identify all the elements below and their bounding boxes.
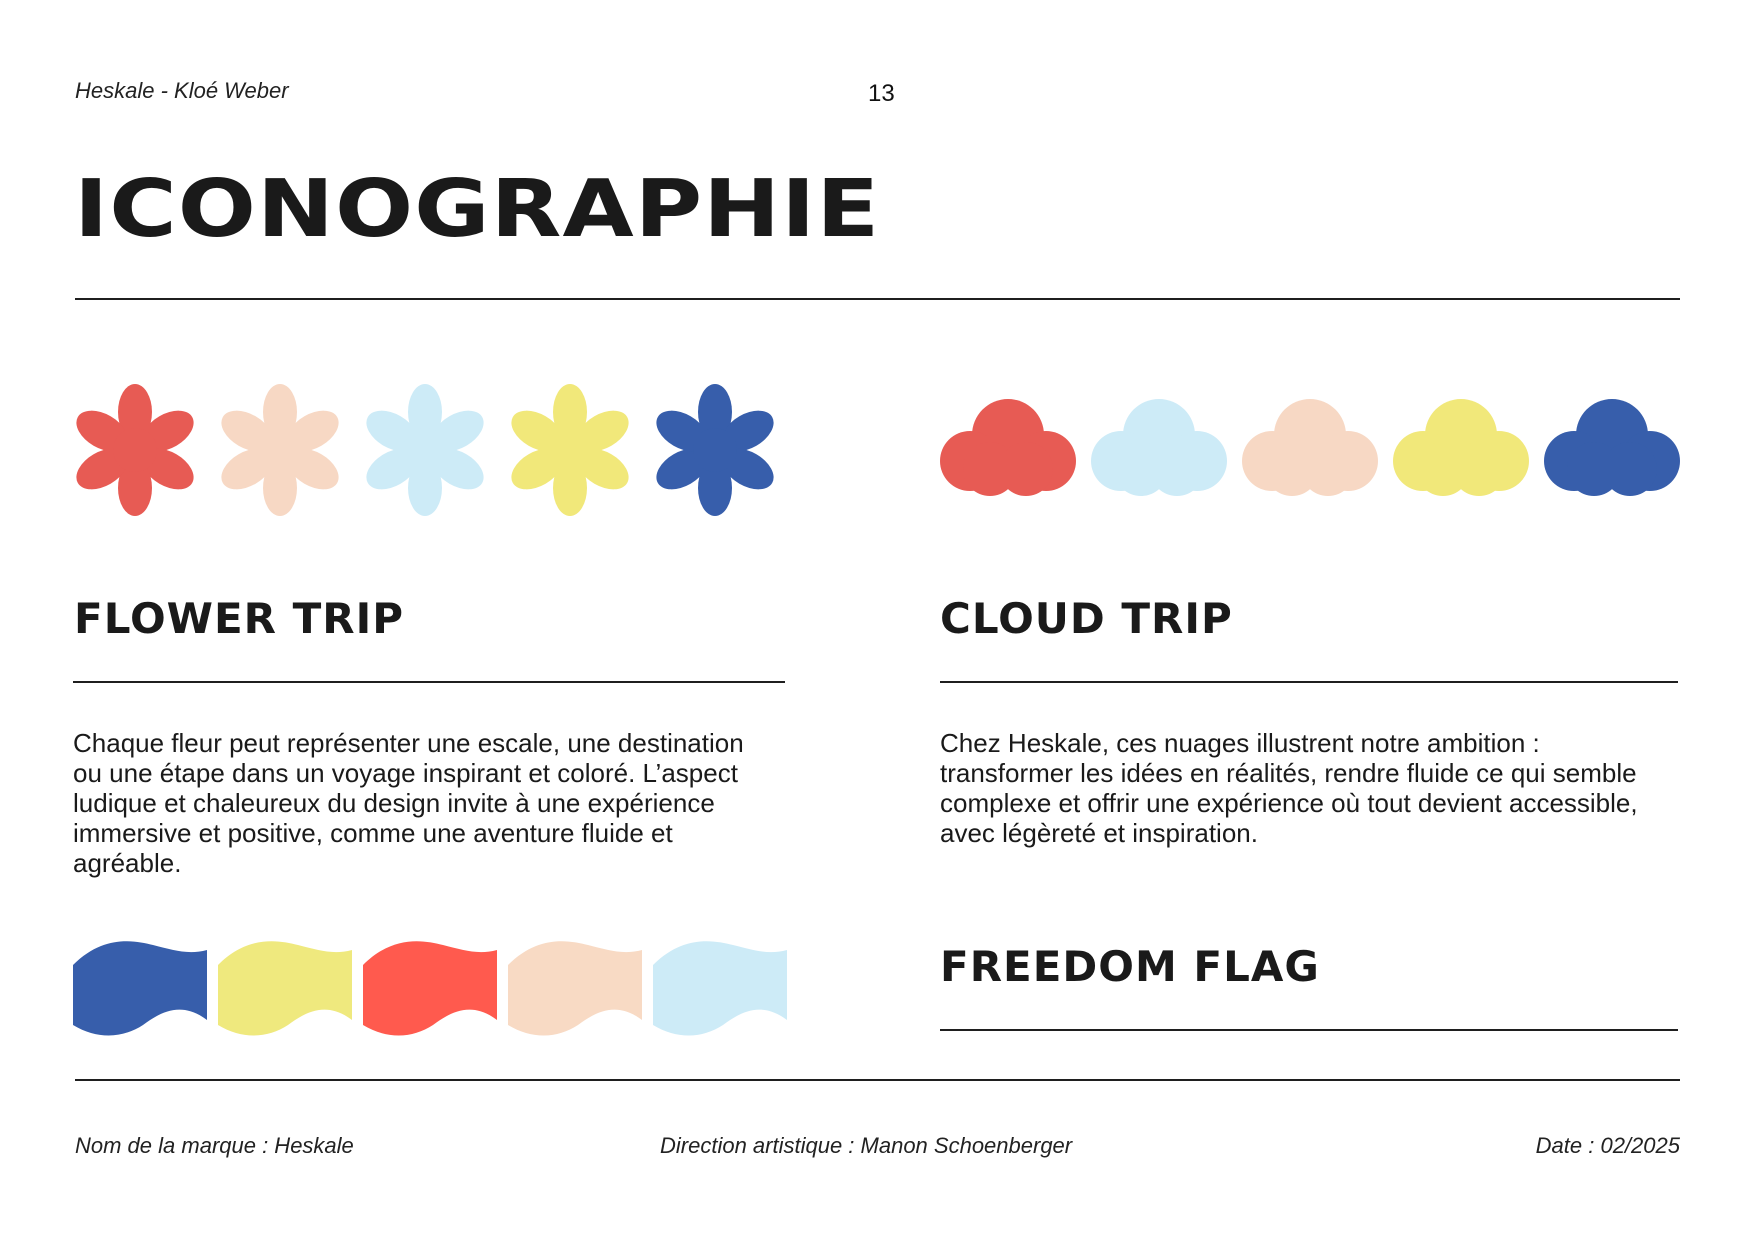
flag-icon-lightblue [653, 941, 787, 1035]
cloud-icon-red [940, 399, 1076, 496]
cloud-trip-title: CLOUD TRIP [940, 594, 1233, 643]
page-number: 13 [868, 80, 895, 107]
cloud-icon-peach [1242, 399, 1378, 496]
cloud-icon-yellow [1393, 399, 1529, 496]
cloud-icon-blue [1544, 399, 1680, 496]
header-author: Heskale - Kloé Weber [75, 78, 289, 103]
cloud-trip-text: Chez Heskale, ces nuages illustrent notre ambition : transformer les idées en réalités, rendre fluide ce qui semble complexe et offrir une expérience où tout devient accessible, avec légèreté et inspiration. [940, 728, 1638, 848]
title-divider [75, 298, 1680, 300]
flower-icon-yellow [504, 384, 635, 516]
freedom-flag-divider [940, 1029, 1678, 1031]
flag-icon-yellow [218, 941, 352, 1035]
flower-trip-text: Chaque fleur peut représenter une escale, une destination ou une étape dans un voyage inspirant et coloré. L’aspect ludique et chaleureux du design invite à une expérience immersive et positive, comme une aventure fluide et agréable. [73, 728, 744, 878]
flower-icon-red [69, 384, 200, 516]
footer-brand: Nom de la marque : Heskale [75, 1133, 354, 1158]
flag-icon-red [363, 941, 497, 1035]
cloud-icons [940, 395, 1685, 505]
footer-direction: Direction artistique : Manon Schoenberger [660, 1133, 1073, 1158]
footer-divider [75, 1079, 1680, 1081]
footer-date: Date : 02/2025 [1535, 1133, 1680, 1158]
page-title: ICONOGRAPHIE [74, 163, 881, 256]
flower-trip-divider [73, 681, 785, 683]
flower-icons [65, 380, 795, 520]
flag-icons [73, 940, 788, 1040]
flower-icon-lightblue [359, 384, 490, 516]
cloud-icon-lightblue [1091, 399, 1227, 496]
cloud-trip-divider [940, 681, 1678, 683]
flower-icon-peach [214, 384, 345, 516]
freedom-flag-title: FREEDOM FLAG [940, 942, 1320, 991]
flower-icon-blue [649, 384, 780, 516]
flower-trip-title: FLOWER TRIP [74, 594, 405, 643]
flag-icon-blue [73, 941, 207, 1035]
flag-icon-peach [508, 941, 642, 1035]
